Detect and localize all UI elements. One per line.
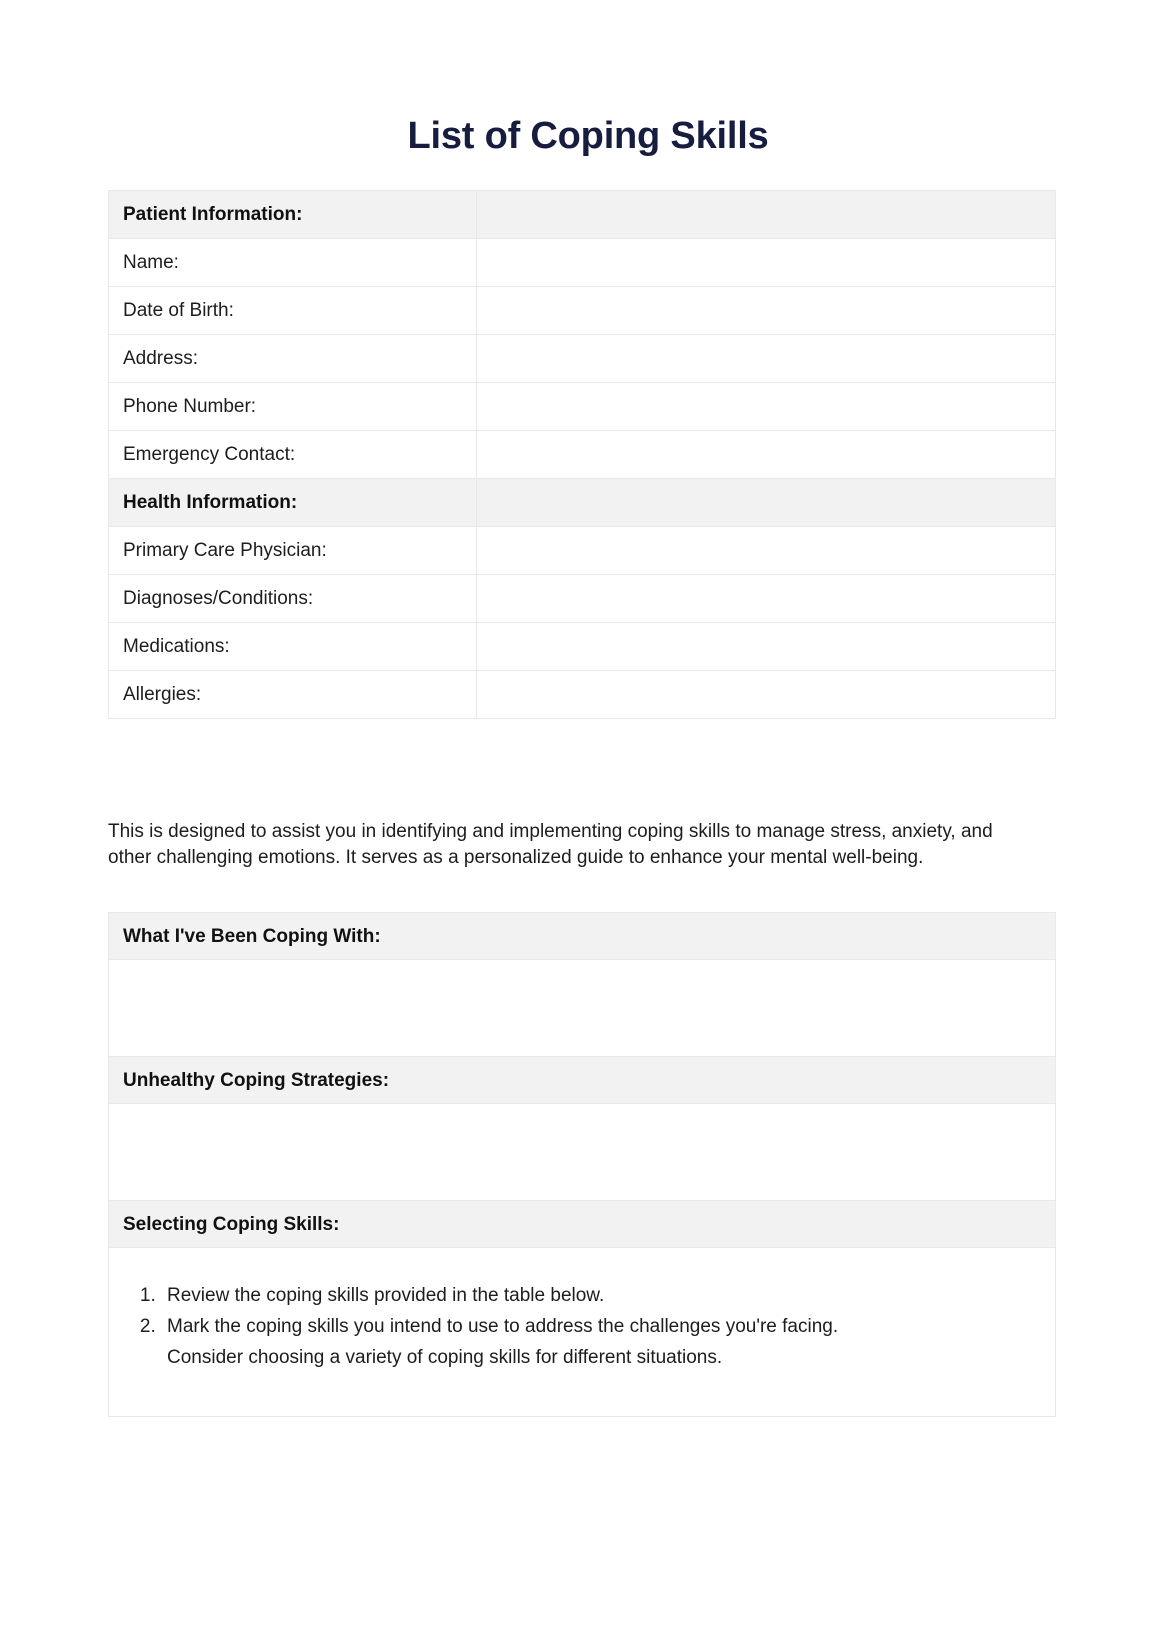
table-row xyxy=(109,960,1056,1057)
table-row xyxy=(109,623,1056,671)
field-label-phone-number: Phone Number: xyxy=(109,383,477,431)
field-value-phone-number[interactable] xyxy=(477,383,1056,431)
table-row xyxy=(109,671,1056,719)
table-row xyxy=(109,383,1056,431)
table-section-header-row xyxy=(109,913,1056,960)
table-row xyxy=(109,287,1056,335)
field-value-allergies[interactable] xyxy=(477,671,1056,719)
field-label-emergency-contact: Emergency Contact: xyxy=(109,431,477,479)
field-label-medications: Medications: xyxy=(109,623,477,671)
field-value-date-of-birth[interactable] xyxy=(477,287,1056,335)
field-value-address[interactable] xyxy=(477,335,1056,383)
field-label-address: Address: xyxy=(109,335,477,383)
field-label-allergies: Allergies: xyxy=(109,671,477,719)
table-row xyxy=(109,239,1056,287)
field-label-name: Name: xyxy=(109,239,477,287)
section-heading-patient-information: Patient Information: xyxy=(109,191,477,239)
table-row xyxy=(109,575,1056,623)
list-item: 2. Mark the coping skills you intend to use to address the challenges you're facing. xyxy=(161,1311,1055,1342)
table-section-header-row xyxy=(109,1201,1056,1248)
table-row xyxy=(109,527,1056,575)
field-label-date-of-birth: Date of Birth: xyxy=(109,287,477,335)
instructions-ordered-list xyxy=(109,1248,1055,1342)
input-area-unhealthy-coping-strategies[interactable] xyxy=(109,1104,1056,1201)
table-row xyxy=(109,1248,1056,1417)
field-value-medications[interactable] xyxy=(477,623,1056,671)
list-item: 1. Review the coping skills provided in the table below. xyxy=(161,1280,1055,1311)
section-heading-health-information-spacer xyxy=(477,479,1056,527)
section-heading-patient-information-spacer xyxy=(477,191,1056,239)
table-row xyxy=(109,1104,1056,1201)
field-label-primary-care-physician: Primary Care Physician: xyxy=(109,527,477,575)
field-value-primary-care-physician[interactable] xyxy=(477,527,1056,575)
selecting-coping-skills-instructions xyxy=(109,1248,1056,1417)
section-heading-unhealthy-coping-strategies: Unhealthy Coping Strategies: xyxy=(109,1057,1056,1104)
instructions-note: Consider choosing a variety of coping skills for different situations. xyxy=(167,1347,723,1368)
table-section-header-row xyxy=(109,1057,1056,1104)
input-area-what-ive-been-coping-with[interactable] xyxy=(109,960,1056,1057)
table-section-header-row xyxy=(109,479,1056,527)
introduction-paragraph: This is designed to assist you in identifying and implementing coping skills to manage stress, anxiety, and other challenging emotions. It serves as a personalized guide to enhance your mental well-being. xyxy=(108,821,993,868)
field-label-diagnoses-conditions: Diagnoses/Conditions: xyxy=(109,575,477,623)
section-heading-health-information: Health Information: xyxy=(109,479,477,527)
table-row xyxy=(109,431,1056,479)
field-value-emergency-contact[interactable] xyxy=(477,431,1056,479)
patient-information-table xyxy=(108,190,1056,719)
page-title: List of Coping Skills xyxy=(407,115,769,158)
section-heading-what-ive-been-coping-with: What I've Been Coping With: xyxy=(109,913,1056,960)
coping-skills-table xyxy=(108,912,1056,1417)
table-row xyxy=(109,335,1056,383)
table-section-header-row xyxy=(109,191,1056,239)
field-value-name[interactable] xyxy=(477,239,1056,287)
field-value-diagnoses-conditions[interactable] xyxy=(477,575,1056,623)
section-heading-selecting-coping-skills: Selecting Coping Skills: xyxy=(109,1201,1056,1248)
